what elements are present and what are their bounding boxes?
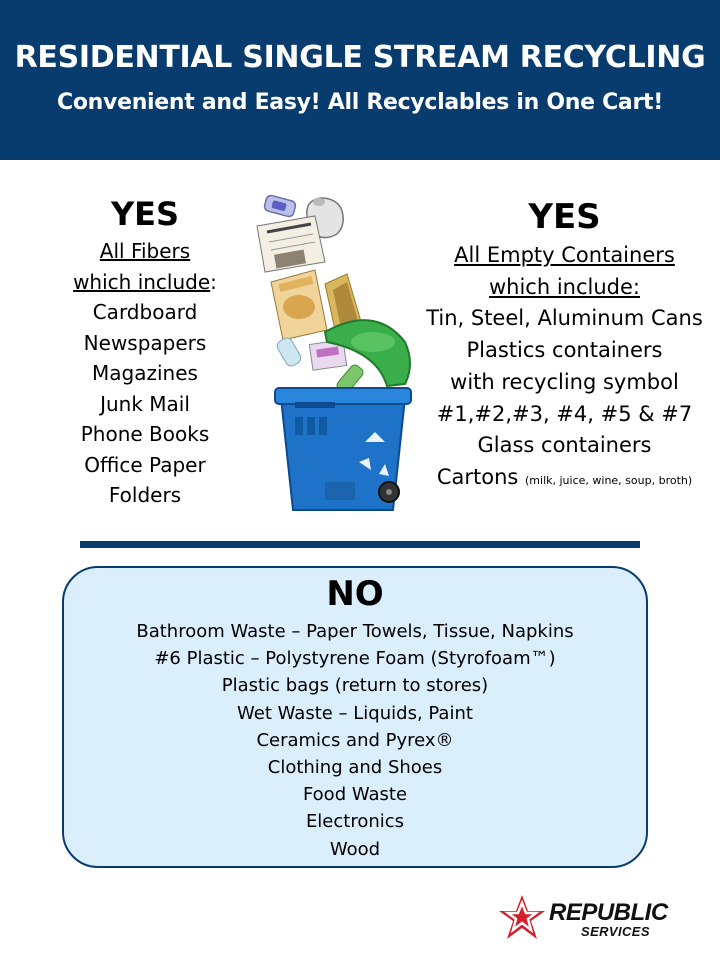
no-heading: NO bbox=[326, 574, 384, 614]
fiber-item: Office Paper bbox=[84, 452, 206, 477]
containers-intro-line-1: All Empty Containers bbox=[454, 243, 675, 267]
cart-grip bbox=[295, 417, 327, 435]
no-item: Wood bbox=[329, 838, 381, 860]
no-item: Clothing and Shoes bbox=[267, 757, 443, 779]
recycling-cart-illustration bbox=[255, 192, 425, 522]
no-item: Ceramics and Pyrex® bbox=[256, 729, 454, 751]
container-item: with recycling symbol bbox=[450, 369, 679, 394]
no-item: Food Waste bbox=[302, 784, 408, 806]
cartons-item bbox=[412, 462, 717, 497]
yes-fibers-column bbox=[50, 192, 240, 511]
fibers-intro-colon: : bbox=[210, 269, 217, 294]
no-item: Electronics bbox=[305, 811, 405, 833]
fibers-intro-line-1: All Fibers bbox=[99, 239, 191, 263]
fiber-item: Junk Mail bbox=[100, 391, 190, 416]
cartons-label: Cartons bbox=[436, 464, 519, 489]
fiber-item: Folders bbox=[108, 483, 182, 507]
header-banner bbox=[0, 0, 720, 160]
no-item: Plastic bags (return to stores) bbox=[221, 675, 489, 697]
yes-containers-heading: YES bbox=[528, 197, 601, 237]
no-item: Wet Waste – Liquids, Paint bbox=[237, 702, 473, 724]
cereal-box-icon bbox=[271, 270, 327, 340]
fiber-item: Phone Books bbox=[80, 422, 210, 446]
fibers-intro-line-2 bbox=[50, 267, 240, 298]
yes-containers-column bbox=[412, 194, 717, 497]
fiber-item: Newspapers bbox=[83, 330, 207, 355]
bottle-icon bbox=[275, 336, 303, 368]
logo-word-services: SERVICES bbox=[581, 924, 650, 939]
page-subtitle: Convenient and Easy! All Recyclables in One Cart! bbox=[57, 90, 663, 115]
no-items-box bbox=[62, 566, 648, 868]
fiber-item: Cardboard bbox=[92, 300, 198, 324]
newspaper-icon bbox=[257, 216, 325, 272]
container-item: #1,#2,#3, #4, #5 & #7 bbox=[436, 401, 693, 426]
container-item: Tin, Steel, Aluminum Cans bbox=[426, 306, 703, 331]
fiber-item: Magazines bbox=[92, 361, 198, 385]
cartons-note: (milk, juice, wine, soup, broth) bbox=[525, 473, 693, 487]
yes-fibers-heading: YES bbox=[110, 195, 180, 233]
container-item: Plastics containers bbox=[466, 338, 663, 363]
container-item: Glass containers bbox=[477, 433, 652, 458]
can-icon bbox=[263, 194, 296, 217]
republic-services-logo bbox=[497, 893, 697, 943]
fibers-intro-line-2-text: which include bbox=[73, 269, 211, 294]
logo-word-republic: REPUBLIC bbox=[549, 899, 668, 926]
no-item: #6 Plastic – Polystyrene Foam (Styrofoam™) bbox=[154, 648, 556, 670]
section-divider bbox=[80, 541, 640, 548]
containers-intro-line-2: which include: bbox=[488, 274, 640, 299]
no-item: Bathroom Waste – Paper Towels, Tissue, Napkins bbox=[136, 621, 574, 642]
republic-star-icon bbox=[497, 893, 547, 943]
page-title: RESIDENTIAL SINGLE STREAM RECYCLING bbox=[14, 40, 706, 75]
